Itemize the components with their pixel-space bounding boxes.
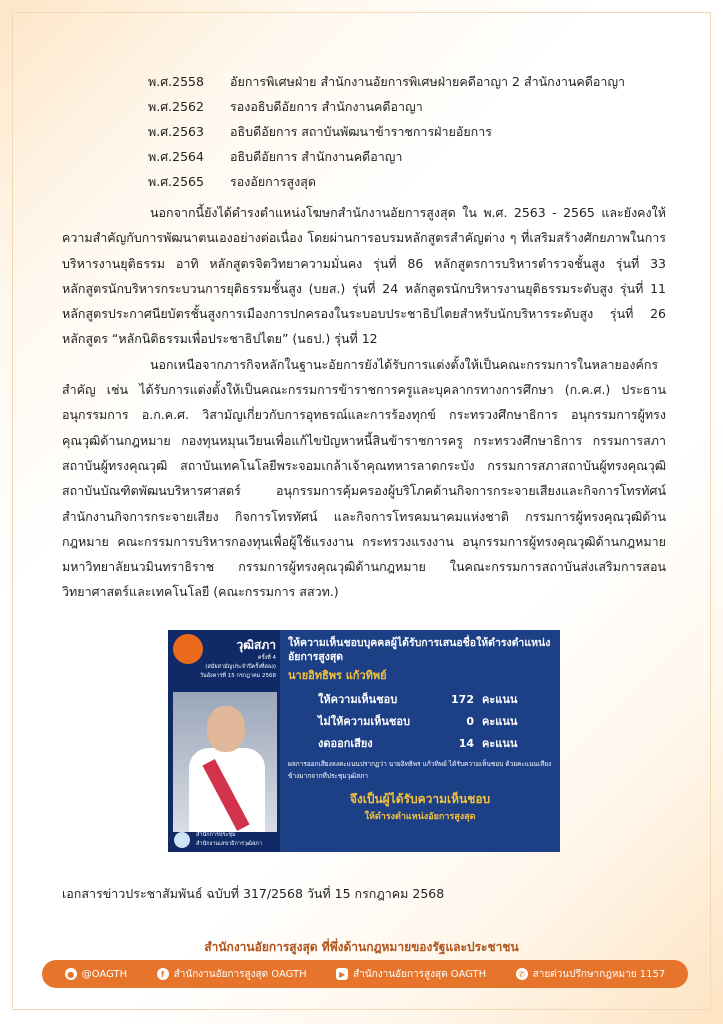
vote-row: ไม่ให้ความเห็นชอบ 0 คะแนน <box>318 714 518 728</box>
senate-infographic <box>168 630 560 852</box>
facebook-link[interactable]: f สำนักงานอัยการสูงสุด OAGTH <box>157 967 307 982</box>
press-release-caption: เอกสารข่าวประชาสัมพันธ์ ฉบับที่ 317/2568 วันที่ 15 กรกฎาคม 2568 <box>62 886 445 901</box>
line-icon: ● <box>65 968 77 980</box>
portrait-photo <box>173 692 277 832</box>
position-row: พ.ศ.2563 อธิบดีอัยการ สถาบันพัฒนาข้าราชการฝ่ายอัยการ <box>148 124 492 139</box>
paragraph-training: นอกจากนี้ยังได้ดำรงตำแหน่งโฆษกสำนักงานอัยการสูงสุด ใน พ.ศ. 2563 - 2565 และยังคงให้ความสำคัญกับการพัฒนาตนเองอย่างต่อเนื่อง โดยผ่านการอบรมหลักสูตรสำคัญต่าง ๆ ที่เสริมสร้างศักยภาพในการบริหารงานยุติธรรม อาทิ หลักสูตรจิตวิทยาความมั่นคง รุ่นที่ 86 หลักสูตรการบริหารตำรวจชั้นสูง รุ่นที่ 33 หลักสูตรนักบริหารกระบวนการยุติธรรมชั้นสูง (บยส.) รุ่นที่ 24 หลักสูตรนักบริหารงานยุติธรรมระดับสูง รุ่นที่ 11 หลักสูตรประกาศนียบัตรชั้นสูงการเมืองการปกครองในระบอบประชาธิปไตยสำหรับนักบริหารระดับสูง รุ่นที่ 26 หลักสูตร “หลักนิติธรรมเพื่อประชาธิปไตย” (นธป.) รุ่นที่ 12 <box>62 205 666 347</box>
position-row: พ.ศ.2564 อธิบดีอัยการ สำนักงานคดีอาญา <box>148 149 403 164</box>
vote-row: ให้ความเห็นชอบ 172 คะแนน <box>318 692 518 706</box>
phone-icon: ✆ <box>516 968 528 980</box>
hotline-link[interactable]: ✆ สายด่วนปรึกษากฎหมาย 1157 <box>516 967 666 982</box>
secretariat-logo-icon <box>174 832 190 848</box>
facebook-icon: f <box>157 968 169 980</box>
footer-slogan: สำนักงานอัยการสูงสุด ที่พึ่งด้านกฎหมายของรัฐและประชาชน <box>204 940 519 954</box>
position-row: พ.ศ.2562 รองอธิบดีอัยการ สำนักงานคดีอาญา <box>148 99 423 114</box>
youtube-link[interactable]: ▶ สำนักงานอัยการสูงสุด OAGTH <box>336 967 486 982</box>
infographic-left-panel: วุฒิสภา ครั้งที่ 4 (สมัยสามัญประจำปีครั้งที่สอง) วันอังคารที่ 15 กรกฎาคม 2568 สำนักการประชุม สำนักงานเลขาธิการวุฒิสภา <box>168 630 280 852</box>
vote-row: งดออกเสียง 14 คะแนน <box>318 736 518 750</box>
position-list <box>148 72 625 197</box>
infographic-right-panel: ให้ความเห็นชอบบุคคลผู้ได้รับการเสนอชื่อให้ดำรงตำแหน่งอัยการสูงสุด นายอิทธิพร แก้วทิพย์ ให้ความเห็นชอบ 172 คะแนน ไม่ให้ความเห็นชอบ 0 คะแนน งดออกเสียง 14 คะแนน ผลการออกเสียงลงคะแนนปรากฏว่า นายอิทธิพร แก้วทิพย์ ได้รับความเห็นชอบ ด้วยคะแนนเสียงข้างมากจากที่ประชุมวุฒิสภา จึงเป็นผู้ได้รับความเห็นชอบ ให้ดำรงตำแหน่งอัยการสูงสุด <box>288 637 552 822</box>
position-row: พ.ศ.2558 อัยการพิเศษฝ่าย สำนักงานอัยการพิเศษฝ่ายคดีอาญา 2 สำนักงานคดีอาญา <box>148 74 626 89</box>
youtube-icon: ▶ <box>336 968 348 980</box>
paragraph-committees: นอกเหนือจากภารกิจหลักในฐานะอัยการยังได้รับการแต่งตั้งให้เป็นคณะกรรมการในหลายองค์กรสำคัญ เช่น ได้รับการแต่งตั้งให้เป็นคณะกรรมการข้าราชการครูและบุคลากรทางการศึกษา (ก.ค.ศ.) ประธานอนุกรรมการ อ.ก.ค.ศ. วิสามัญเกี่ยวกับการอุทธรณ์และการร้องทุกข์ กระทรวงศึกษาธิการ อนุกรรมการผู้ทรงคุณวุฒิด้านกฎหมาย กองทุนหมุนเวียนเพื่อแก้ไขปัญหาหนี้สินข้าราชการครู กระทรวงศึกษาธิการ กรรมการสภาสถาบันผู้ทรงคุณวุฒิ สถาบันเทคโนโลยีพระจอมเกล้าเจ้าคุณทหารลาดกระบัง กรรมการสภาสถาบันผู้ทรงคุณวุฒิ สถาบันบัณฑิตพัฒนบริหารศาสตร์ อนุกรรมการคุ้มครองผู้บริโภคด้านกิจการกระจายเสียงและกิจการโทรทัศน์ สำนักงานกิจการกระจายเสียง กิจการโทรทัศน์ และกิจการโทรคมนาคมแห่งชาติ กรรมการผู้ทรงคุณวุฒิด้านกฎหมาย คณะกรรมการบริหารกองทุนเพื่อผู้ใช้แรงงาน กระทรวงแรงงาน อนุกรรมการผู้ทรงคุณวุฒิด้านกฎหมาย มหาวิทยาลัยนวมินทราธิราช กรรมการผู้ทรงคุณวุฒิด้านกฎหมาย ในคณะกรรมการสถาบันส่งเสริมการสอนวิทยาศาสตร์และเทคโนโลยี (คณะกรรมการ สสวท.) <box>62 356 666 600</box>
footer-contact-bar <box>42 960 688 988</box>
body-text <box>62 200 666 605</box>
senate-seal-icon <box>173 634 203 664</box>
position-row: พ.ศ.2565 รองอัยการสูงสุด <box>148 174 316 189</box>
line-link[interactable]: ● @OAGTH <box>65 968 127 980</box>
